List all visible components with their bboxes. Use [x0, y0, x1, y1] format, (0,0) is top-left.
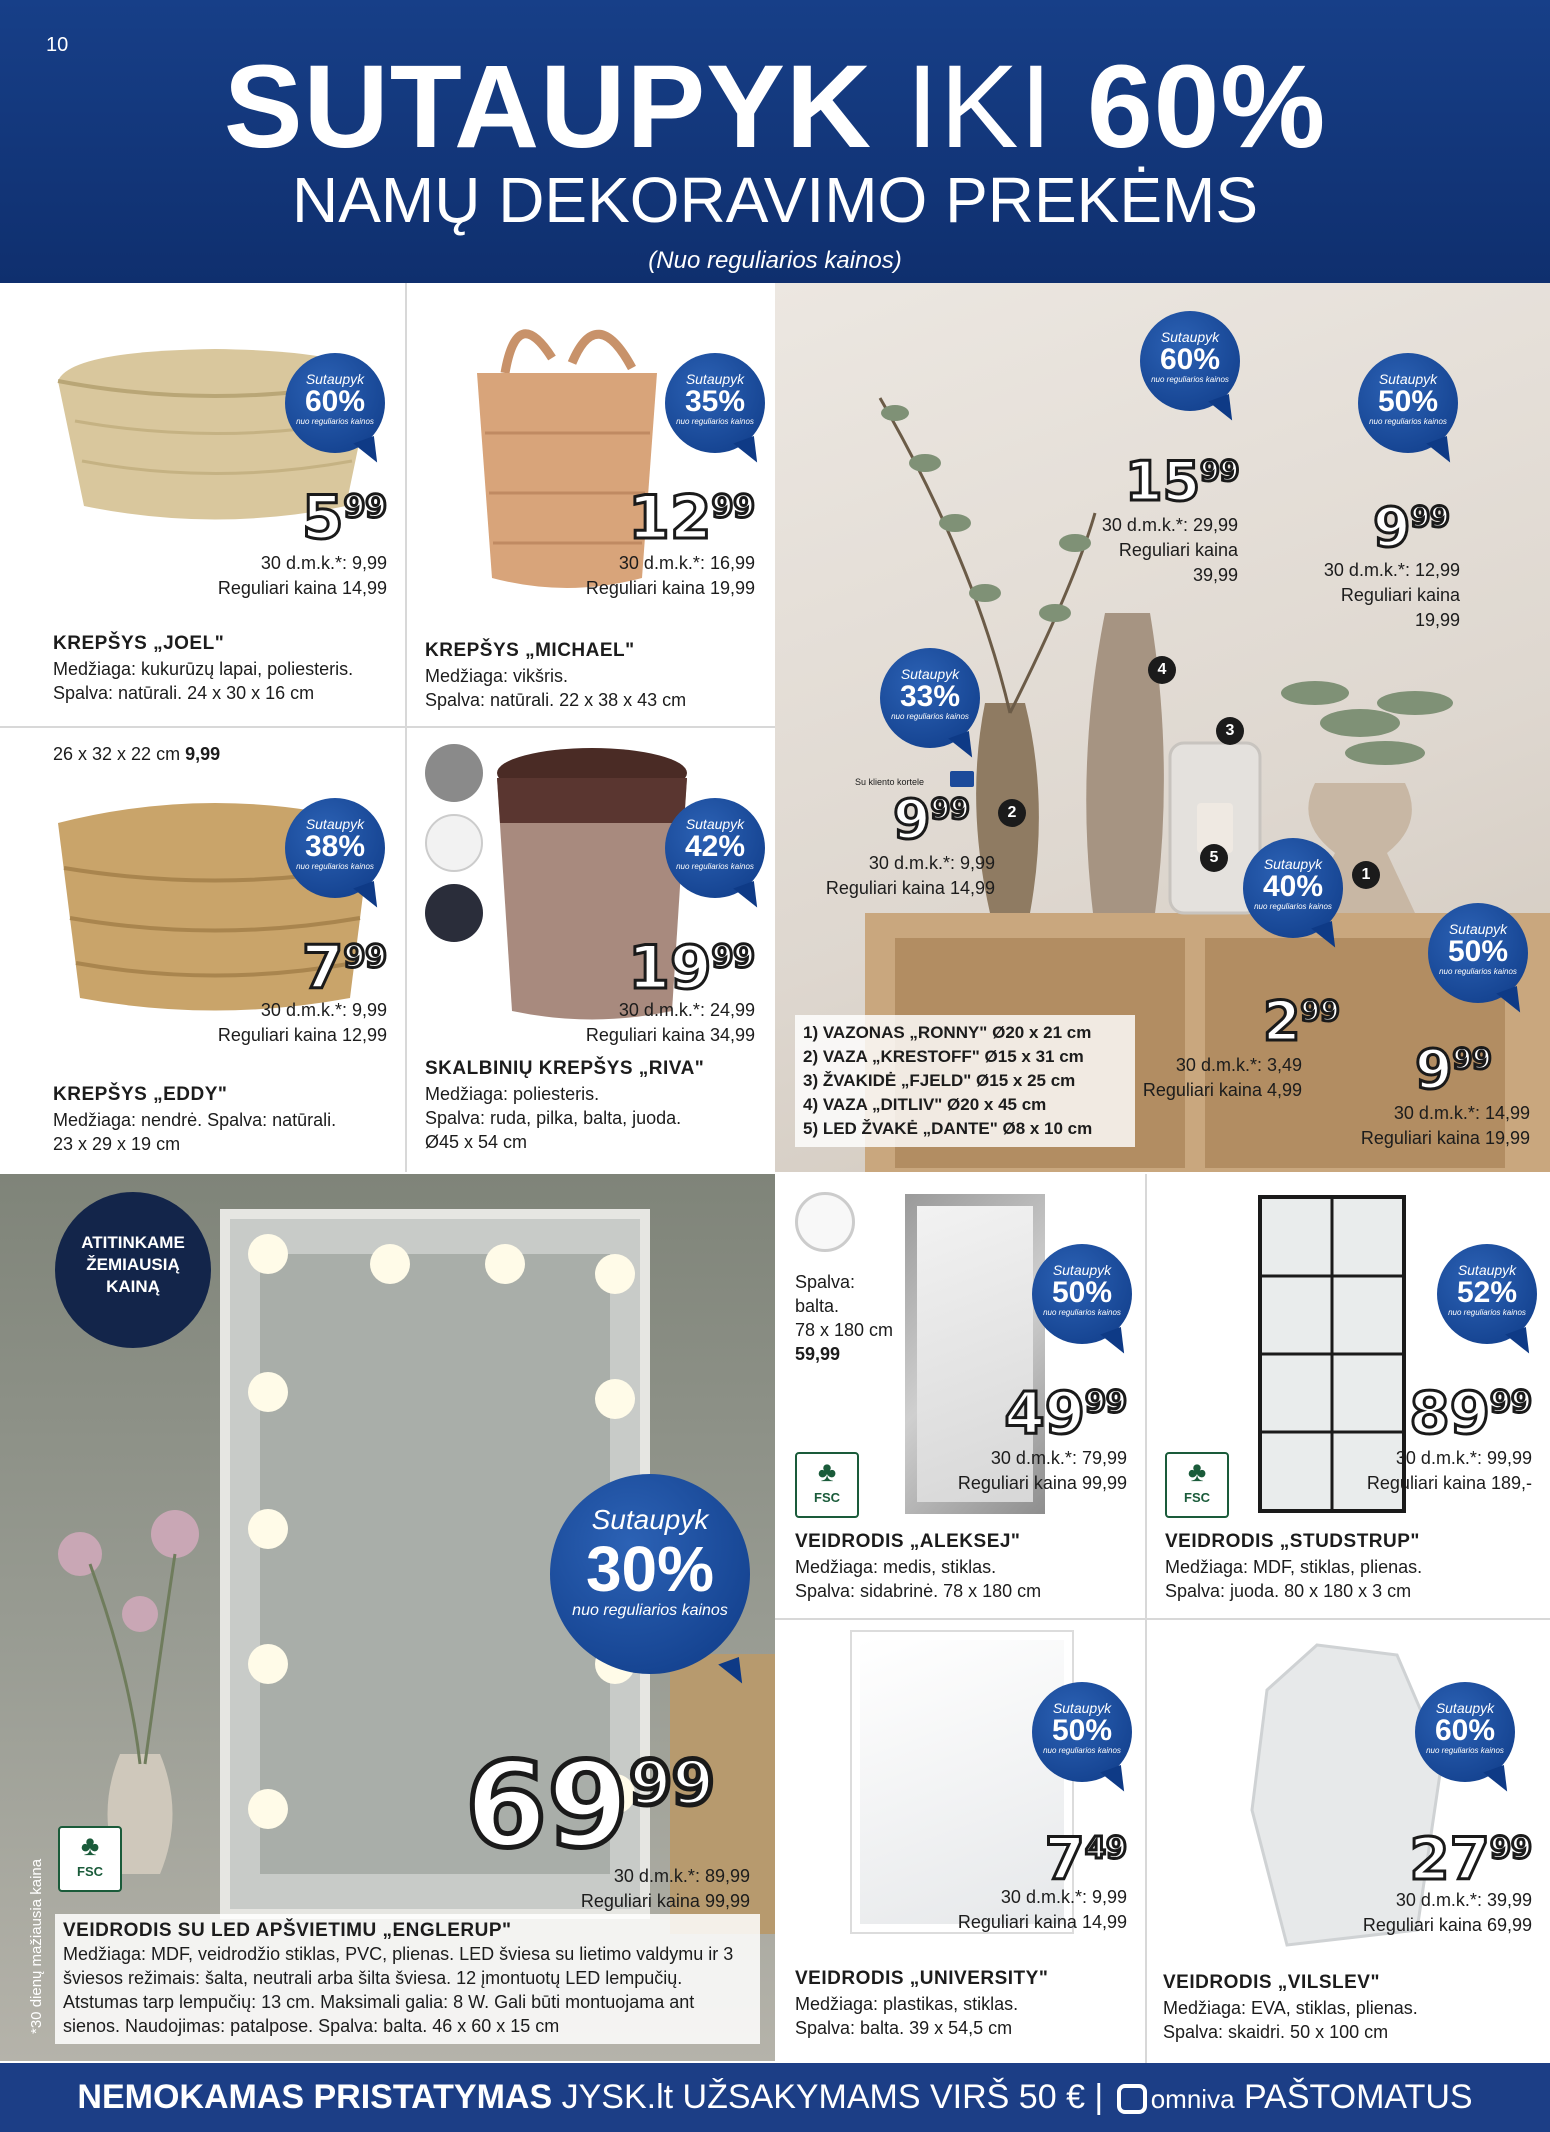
item-number: 2: [998, 799, 1026, 827]
title-part-thin: IKI: [905, 41, 1054, 173]
list-item: 4) VAZA „DITLIV" Ø20 x 45 cm: [803, 1095, 1047, 1114]
price-details: 30 d.m.k.*: 9,99 Reguliari kaina 14,99: [825, 853, 995, 898]
list-item: 2) VAZA „KRESTOFF" Ø15 x 31 cm: [803, 1047, 1084, 1066]
product-name: SKALBINIŲ KREPŠYS „RIVA": [425, 1058, 705, 1079]
product-riva[interactable]: [407, 728, 773, 1172]
product-desc: Medžiaga: medis, stiklas. Spalva: sidabrinė. 78 x 180 cm: [795, 1557, 1042, 1601]
product-desc: Medžiaga: plastikas, stiklas. Spalva: balta. 39 x 54,5 cm: [795, 1994, 1019, 2038]
footer-brand: omniva: [1150, 2084, 1235, 2114]
page-header: [0, 0, 1550, 283]
price: $49^{99}$: [1004, 1379, 1127, 1447]
price: $15^{99}$: [1125, 450, 1240, 513]
product-joel[interactable]: [0, 283, 405, 726]
product-englerup[interactable]: [0, 1174, 775, 2061]
card-note: Su kliento kortele: [855, 777, 925, 787]
price-details: 30 d.m.k.*: 12,99 Reguliari kaina 19,99: [1323, 560, 1460, 630]
page-subtitle: NAMŲ DEKORAVIMO PREKĖMS: [291, 164, 1259, 236]
decor-scene: [775, 283, 1550, 1172]
color-swatch-black[interactable]: [425, 884, 483, 942]
price-details: 30 d.m.k.*: 9,99 Reguliari kaina 12,99: [217, 1000, 387, 1045]
discount-badge: Sutaupyk 38% nuo reguliarios kainos: [285, 798, 385, 898]
product-name: VEIDRODIS SU LED APŠVIETIMU „ENGLERUP": [63, 1920, 512, 1941]
discount-badge: Sutaupyk 50% nuo reguliarios kainos: [1032, 1682, 1132, 1782]
item-number: 5: [1200, 844, 1228, 872]
product-info: [55, 1914, 760, 2044]
discount-badge: Sutaupyk 50% nuo reguliarios kainos: [1358, 353, 1458, 453]
price: $19^{99}$: [628, 933, 755, 1003]
price: $2^{99}$: [1263, 990, 1340, 1053]
price: $5^{99}$: [301, 483, 387, 553]
price: $12^{99}$: [628, 483, 755, 553]
price: $27^{99}$: [1409, 1825, 1532, 1893]
list-item: 3) ŽVAKIDĖ „FJELD" Ø15 x 25 cm: [803, 1071, 1076, 1090]
product-studstrup[interactable]: [1147, 1174, 1550, 1618]
product-university[interactable]: [777, 1620, 1145, 2061]
discount-badge: Sutaupyk 60% nuo reguliarios kainos: [1140, 311, 1240, 411]
fsc-logo: ♣ FSC: [1165, 1452, 1229, 1518]
page-number: 10: [46, 34, 69, 56]
color-swatch-white[interactable]: [795, 1192, 855, 1252]
item-number: 3: [1216, 717, 1244, 745]
price-details: 30 d.m.k.*: 39,99 Reguliari kaina 69,99: [1362, 1890, 1532, 1935]
footer-bold: NEMOKAMAS PRISTATYMAS: [77, 2078, 553, 2116]
header-note: (Nuo reguliarios kainos): [648, 247, 902, 274]
price: $7^{49}$: [1044, 1825, 1127, 1893]
price-details: 30 d.m.k.*: 24,99 Reguliari kaina 34,99: [585, 1000, 755, 1045]
product-name: KREPŠYS „MICHAEL": [425, 640, 635, 661]
discount-badge: Sutaupyk 50% nuo reguliarios kainos: [1428, 903, 1528, 1003]
divider: [0, 726, 775, 728]
discount-badge: Sutaupyk 42% nuo reguliarios kainos: [665, 798, 765, 898]
lowest-price-tag: ATITINKAME ŽEMIAUSIĄ KAINĄ: [55, 1192, 211, 1348]
discount-badge: Sutaupyk 60% nuo reguliarios kainos: [285, 353, 385, 453]
color-swatch-white[interactable]: [425, 814, 483, 872]
price-details: 30 d.m.k.*: 79,99 Reguliari kaina 99,99: [957, 1448, 1127, 1493]
fsc-logo: ♣ FSC: [58, 1826, 122, 1892]
discount-badge: Sutaupyk 60% nuo reguliarios kainos: [1415, 1682, 1515, 1782]
product-eddy[interactable]: [0, 728, 405, 1172]
price: $7^{99}$: [301, 933, 387, 1003]
price: $69^{99}$: [465, 1736, 715, 1874]
product-desc: Medžiaga: kukurūzų lapai, poliesteris. Spalva: natūrali. 24 x 30 x 16 cm: [53, 659, 354, 703]
title-part: SUTAUPYK: [223, 41, 873, 173]
product-desc: Medžiaga: poliesteris. Spalva: ruda, pilka, balta, juoda. Ø45 x 54 cm: [425, 1084, 682, 1152]
product-desc: Medžiaga: EVA, stiklas, plienas. Spalva: skaidri. 50 x 100 cm: [1163, 1998, 1418, 2042]
color-swatch-gray[interactable]: [425, 744, 483, 802]
price-details: 30 d.m.k.*: 99,99 Reguliari kaina 189,-: [1366, 1448, 1532, 1493]
product-name: VEIDRODIS „UNIVERSITY": [795, 1968, 1049, 1989]
product-desc: Medžiaga: nendrė. Spalva: natūrali. 23 x 29 x 19 cm: [53, 1110, 337, 1154]
omniva-icon: [1117, 2084, 1147, 2114]
price-details: 30 d.m.k.*: 9,99 Reguliari kaina 14,99: [957, 1887, 1127, 1932]
footer-text: JYSK.lt UŽSAKYMAMS VIRŠ 50 € |: [561, 2078, 1104, 2116]
footnote-side: *30 dienų mažiausia kaina: [28, 1858, 45, 2034]
title-percent: 60%: [1087, 41, 1327, 173]
price: $9^{99}$: [893, 788, 970, 851]
product-name: VEIDRODIS „VILSLEV": [1163, 1972, 1380, 1993]
price: $9^{99}$: [1415, 1038, 1492, 1101]
discount-badge: Sutaupyk 40% nuo reguliarios kainos: [1243, 838, 1343, 938]
product-desc: Medžiaga: MDF, stiklas, plienas. Spalva: juoda. 80 x 180 x 3 cm: [1165, 1557, 1423, 1601]
product-name: VEIDRODIS „ALEKSEJ": [795, 1531, 1021, 1552]
item-list: [795, 1015, 1135, 1147]
price-details: 30 d.m.k.*: 14,99 Reguliari kaina 19,99: [1360, 1103, 1530, 1148]
product-name: VEIDRODIS „STUDSTRUP": [1165, 1531, 1420, 1552]
product-desc: Medžiaga: vikšris. Spalva: natūrali. 22 x 38 x 43 cm: [425, 666, 687, 710]
item-number: 4: [1148, 656, 1176, 684]
price-details: 30 d.m.k.*: 16,99 Reguliari kaina 19,99: [585, 553, 755, 598]
footer-banner[interactable]: [0, 2063, 1550, 2132]
discount-badge: Sutaupyk 30% nuo reguliarios kainos: [550, 1474, 750, 1674]
discount-badge: Sutaupyk 33% nuo reguliarios kainos: [880, 648, 980, 748]
discount-badge: Sutaupyk 52% nuo reguliarios kainos: [1437, 1244, 1537, 1344]
discount-badge: Sutaupyk 35% nuo reguliarios kainos: [665, 353, 765, 453]
price: $89^{99}$: [1409, 1379, 1532, 1447]
price-details: 30 d.m.k.*: 9,99 Reguliari kaina 14,99: [217, 553, 387, 598]
item-number: 1: [1352, 861, 1380, 889]
loyalty-card-icon: [950, 771, 974, 787]
divider: [775, 1618, 1550, 1620]
product-aleksej[interactable]: [777, 1174, 1145, 1618]
price-details: 30 d.m.k.*: 89,99 Reguliari kaina 99,99: [580, 1866, 750, 1911]
size-option: Spalva: balta. 78 x 180 cm 59,99: [795, 1272, 894, 1364]
size-option: 26 x 32 x 22 cm 9,99: [53, 744, 221, 764]
price-details: 30 d.m.k.*: 3,49 Reguliari kaina 4,99: [1142, 1055, 1302, 1100]
product-name: KREPŠYS „JOEL": [53, 633, 225, 654]
footer-tail: PAŠTOMATUS: [1244, 2078, 1473, 2116]
list-item: 1) VAZONAS „RONNY" Ø20 x 21 cm: [803, 1023, 1092, 1042]
price: $9^{99}$: [1373, 496, 1450, 559]
price-details: 30 d.m.k.*: 29,99 Reguliari kaina 39,99: [1101, 515, 1238, 585]
list-item: 5) LED ŽVAKĖ „DANTE" Ø8 x 10 cm: [803, 1119, 1093, 1138]
fsc-logo: ♣ FSC: [795, 1452, 859, 1518]
product-vilslev[interactable]: [1147, 1620, 1550, 2061]
product-desc: Medžiaga: MDF, veidrodžio stiklas, PVC, plienas. LED šviesa su lietimo valdymu ir 3 šviesos režimais: šalta, neutrali arba šilta šviesa. 12 įmontuotų LED lempučių. Atstumas tarp lempučių: 13 cm. Maksimali galia: 8 W. Gali būti montuojama ant sienos. Naudojimas: patalpose. Spalva: balta. 46 x 60 x 15 cm: [63, 1944, 734, 2036]
product-michael[interactable]: [407, 283, 773, 726]
product-name: KREPŠYS „EDDY": [53, 1084, 228, 1105]
discount-badge: Sutaupyk 50% nuo reguliarios kainos: [1032, 1244, 1132, 1344]
